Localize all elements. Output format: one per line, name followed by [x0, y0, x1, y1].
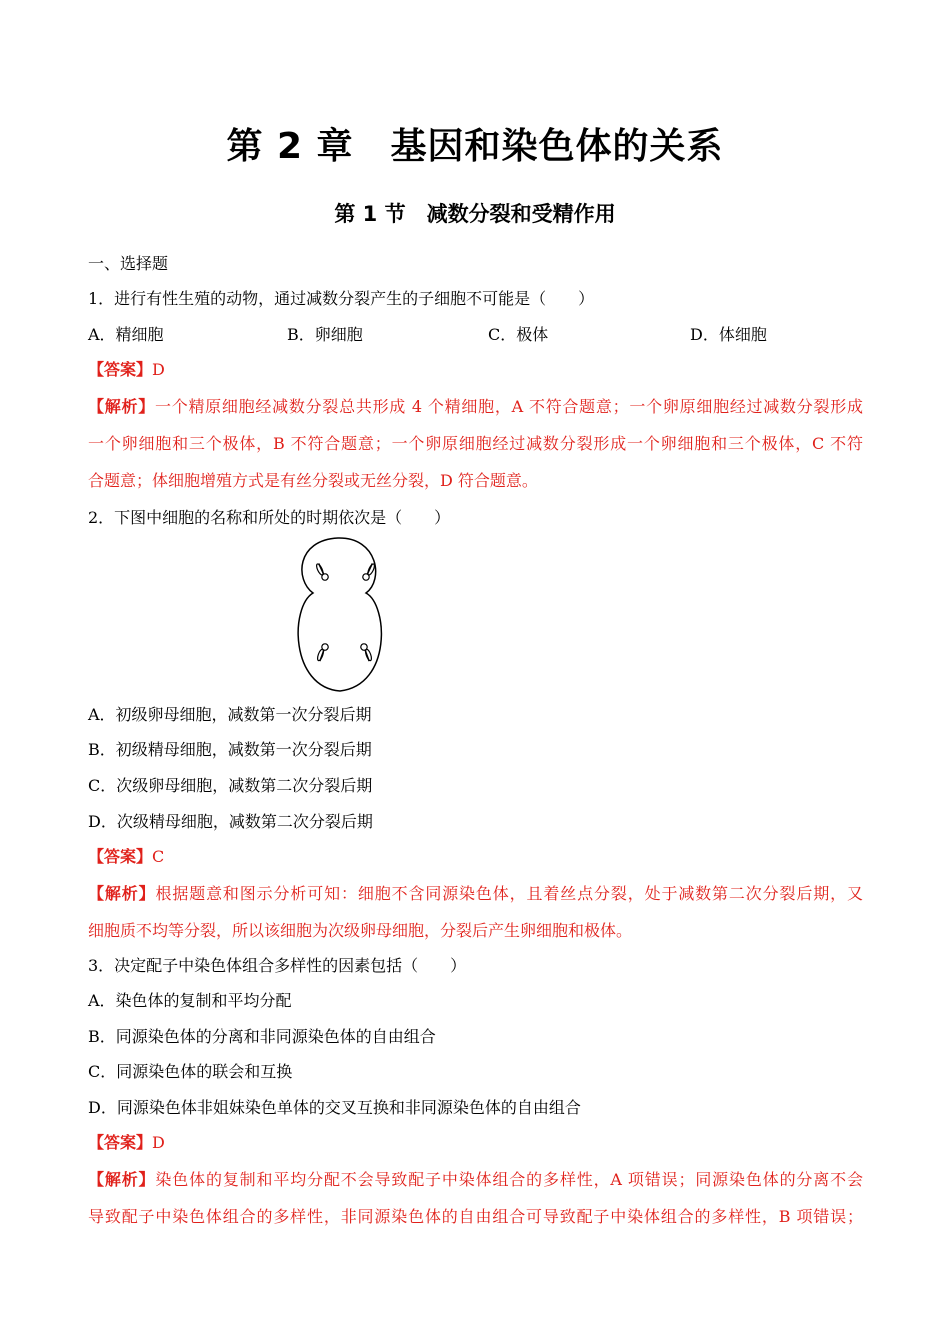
question-3-analysis-line-1 — [88, 1170, 863, 1190]
question-1-option-c: C．极体 — [488, 325, 549, 344]
analysis-text: 染色体的复制和平均分配不会导致配子中染体组合的多样性，A 项错误；同源染色体的分离不会 — [155, 1170, 863, 1189]
answer-value: D — [152, 1133, 165, 1152]
analysis-text: 一个精原细胞经减数分裂总共形成 4 个精细胞，A 不符合题意；一个卵原细胞经过减数分裂形成 — [154, 397, 863, 416]
chromosome-upper-left — [315, 562, 329, 581]
question-1-option-d: D．体细胞 — [690, 325, 767, 344]
question-3-option-a: A．染色体的复制和平均分配 — [88, 991, 292, 1010]
answer-label: 【答案】 — [88, 1133, 153, 1152]
chromosome-upper-right — [362, 562, 376, 581]
question-1-option-b: B．卵细胞 — [287, 325, 363, 344]
question-2-analysis-line-2: 细胞质不均等分裂，所以该细胞为次级卵母细胞，分裂后产生卵细胞和极体。 — [88, 921, 633, 940]
question-3-option-c: C．同源染色体的联会和互换 — [88, 1062, 293, 1081]
answer-label: 【答案】 — [88, 847, 153, 866]
question-3-analysis-line-2: 导致配子中染色体组合的多样性，非同源染色体的自由组合可导致配子中染体组合的多样性，B 项错误； — [88, 1207, 863, 1226]
question-2-option-a: A．初级卵母细胞，减数第一次分裂后期 — [88, 705, 372, 724]
analysis-label: 【解析】 — [88, 884, 156, 903]
question-1-answer — [88, 360, 165, 380]
analysis-label: 【解析】 — [88, 1170, 156, 1189]
question-2-analysis-line-1 — [88, 884, 863, 904]
question-1-analysis-line-1 — [88, 397, 863, 417]
question-2-option-c: C．次级卵母细胞，减数第二次分裂后期 — [88, 776, 373, 795]
question-3-answer — [88, 1133, 165, 1153]
dividing-cell-figure — [290, 535, 390, 695]
question-2-answer — [88, 847, 164, 867]
answer-value: D — [152, 360, 165, 379]
question-2-option-b: B．初级精母细胞，减数第一次分裂后期 — [88, 740, 372, 759]
section-title: 第 1 节 减数分裂和受精作用 — [334, 202, 616, 226]
answer-label: 【答案】 — [88, 360, 153, 379]
cell-membrane — [298, 538, 381, 691]
question-1-analysis-line-2: 一个卵细胞和三个极体，B 不符合题意；一个卵原细胞经过减数分裂形成一个卵细胞和三个极体，C 不符 — [88, 434, 863, 453]
analysis-text: 根据题意和图示分析可知：细胞不含同源染色体，且着丝点分裂，处于减数第二次分裂后期，又 — [155, 884, 863, 903]
question-1-analysis-line-3: 合题意；体细胞增殖方式是有丝分裂或无丝分裂，D 符合题意。 — [88, 471, 538, 490]
question-2-stem: 2．下图中细胞的名称和所处的时期依次是（ ） — [88, 508, 451, 527]
chapter-title: 第 2 章 基因和染色体的关系 — [226, 126, 724, 167]
question-2-option-d: D．次级精母细胞，减数第二次分裂后期 — [88, 812, 373, 831]
question-3-option-d: D．同源染色体非姐妹染色单体的交叉互换和非同源染色体的自由组合 — [88, 1098, 581, 1117]
question-1-stem: 1．进行有性生殖的动物，通过减数分裂产生的子细胞不可能是（ ） — [88, 289, 595, 308]
question-3-stem: 3．决定配子中染色体组合多样性的因素包括（ ） — [88, 956, 467, 975]
part-heading: 一、选择题 — [88, 254, 169, 273]
chromosome-lower-left — [316, 643, 329, 662]
question-1-option-a: A．精细胞 — [88, 325, 164, 344]
chromosome-lower-right — [360, 643, 373, 662]
question-3-option-b: B．同源染色体的分离和非同源染色体的自由组合 — [88, 1027, 436, 1046]
analysis-label: 【解析】 — [88, 397, 155, 416]
answer-value: C — [152, 847, 165, 866]
